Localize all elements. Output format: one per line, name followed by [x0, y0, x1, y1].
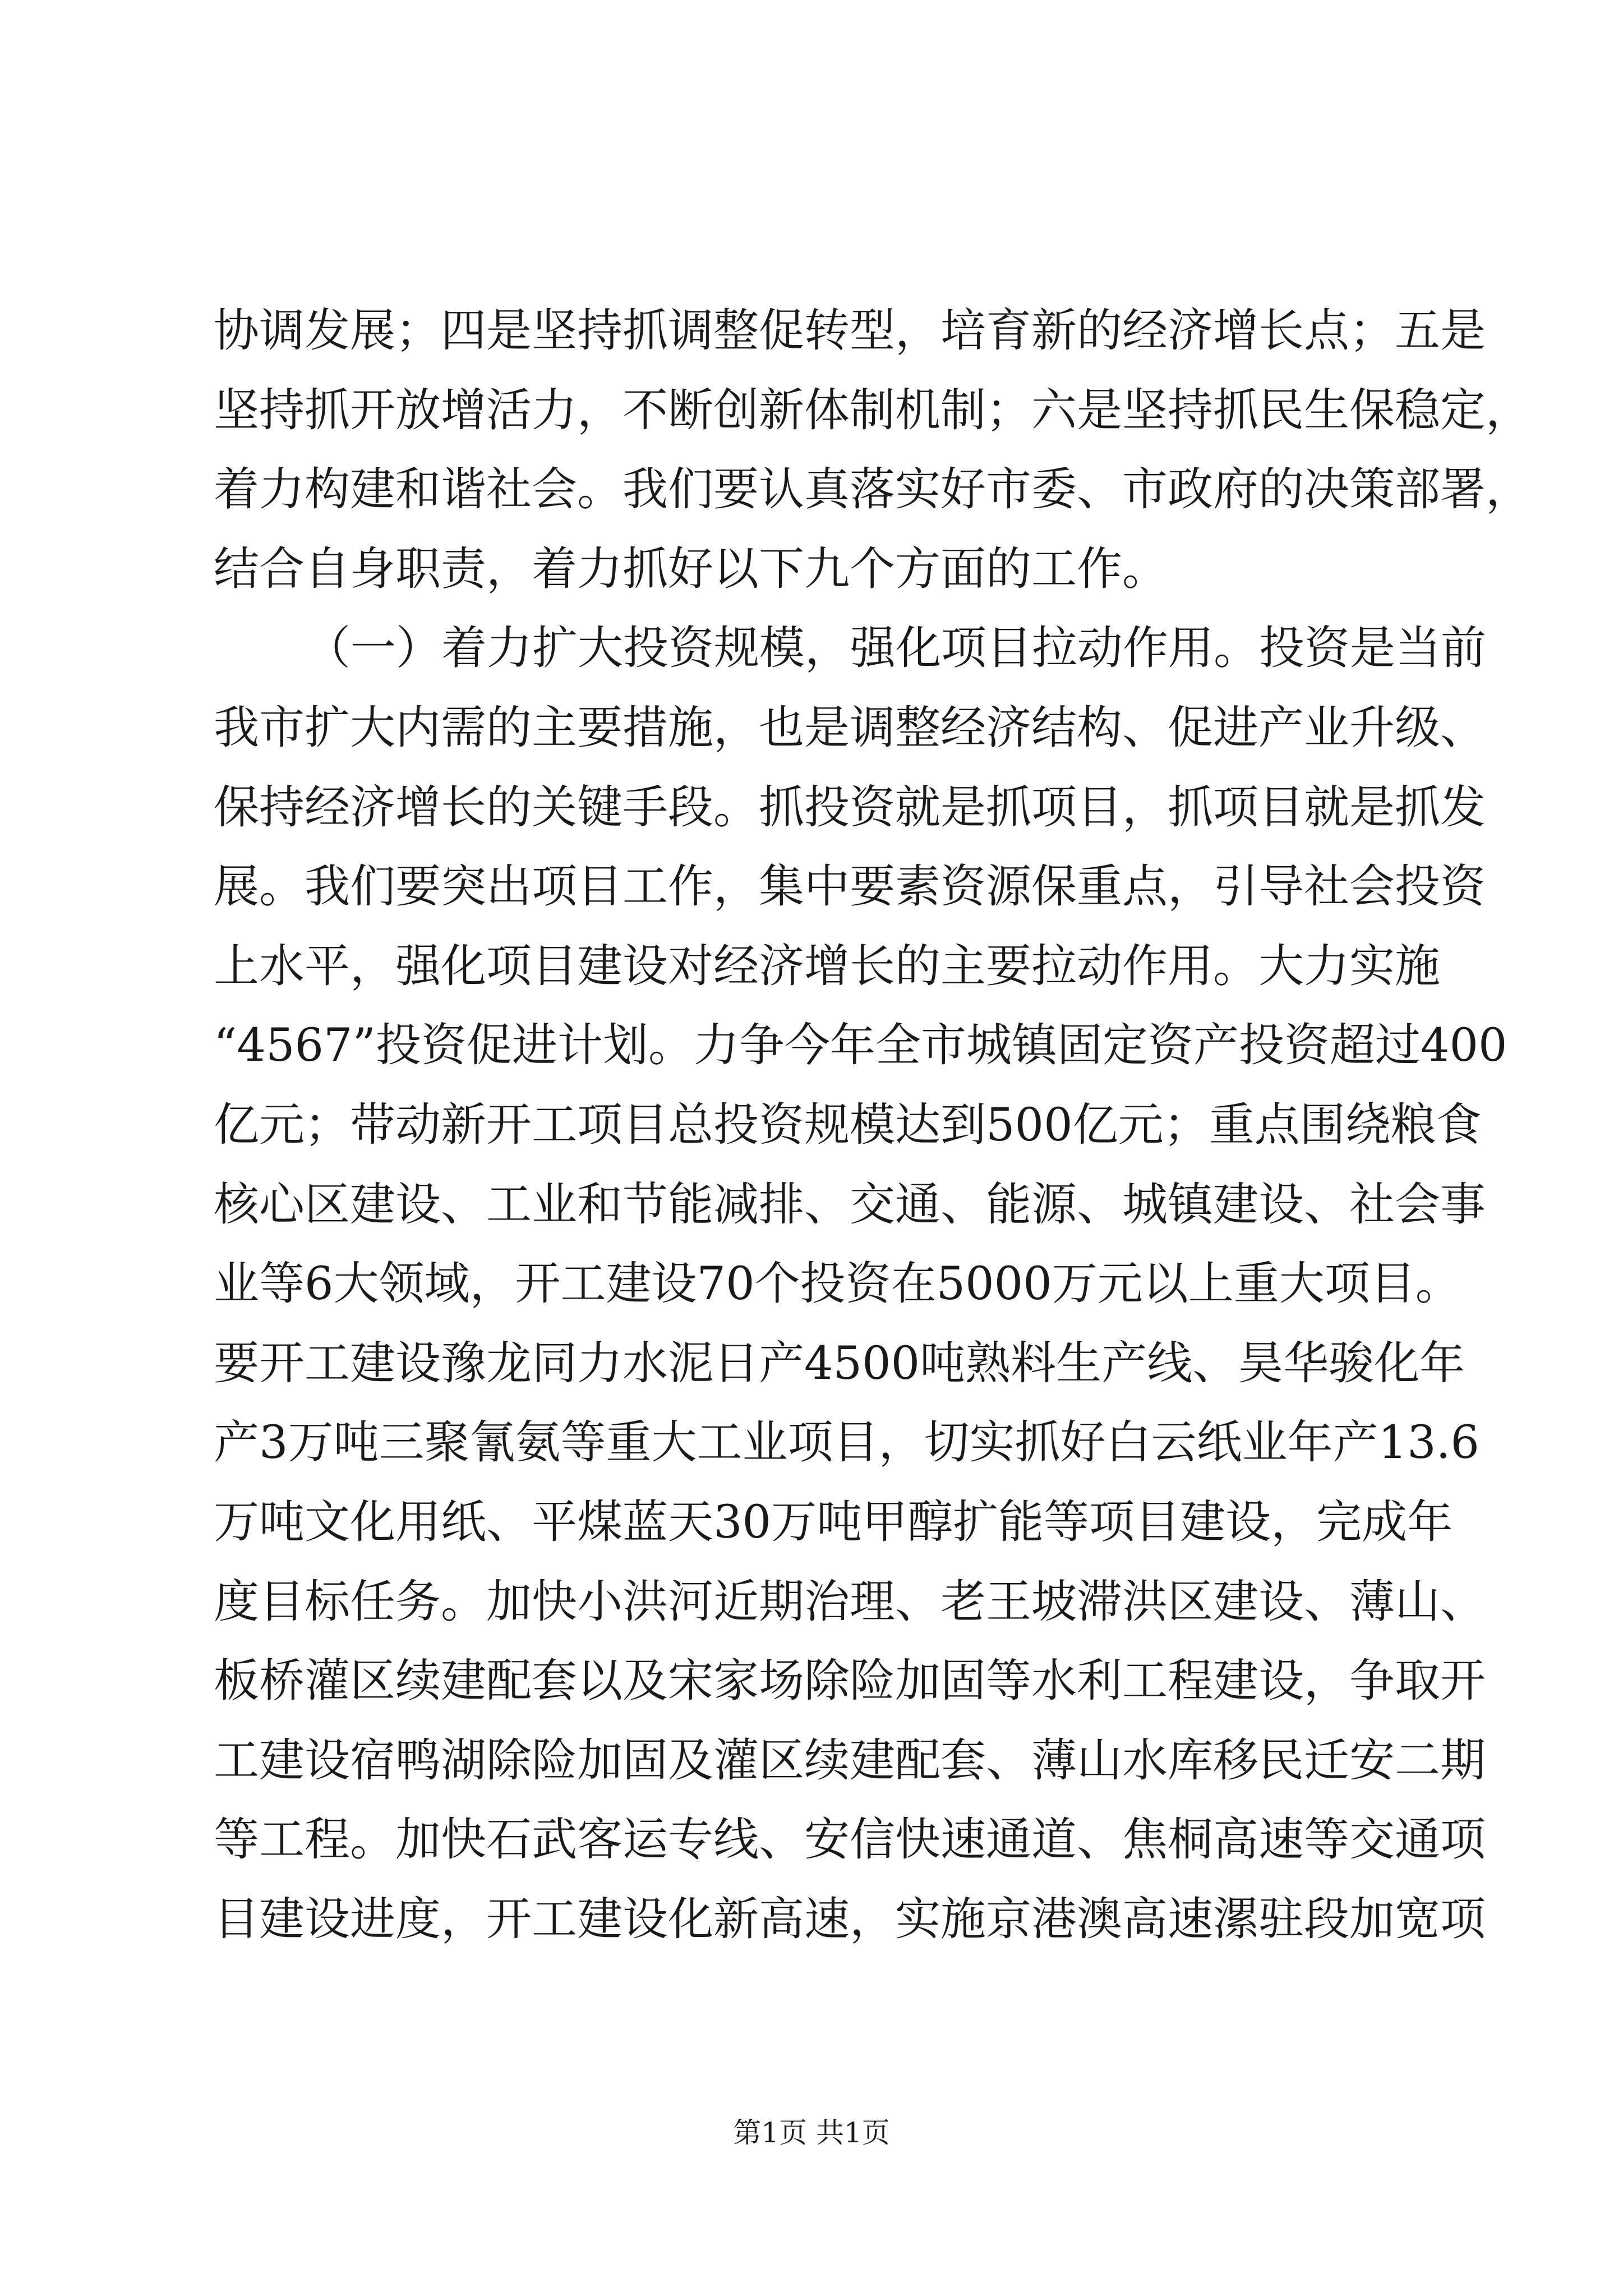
text-line: 坚持抓开放增活力，不断创新体制机制；六是坚持抓民生保稳定，	[214, 384, 1532, 437]
text-line: 协调发展；四是坚持抓调整促转型，培育新的经济增长点；五是	[214, 305, 1486, 357]
text-line: 着力构建和谐社会。我们要认真落实好市委、市政府的决策部署，	[214, 463, 1532, 516]
text-line: 万吨文化用纸、平煤蓝天30万吨甲醇扩能等项目建设，完成年	[214, 1496, 1453, 1549]
text-line: 度目标任务。加快小洪河近期治理、老王坡滞洪区建设、薄山、	[214, 1576, 1486, 1628]
page-number-footer: 第1页 共1页	[733, 2116, 890, 2149]
text-line: 板桥灌区续建配套以及宋家场除险加固等水利工程建设，争取开	[214, 1655, 1486, 1708]
text-line: 我市扩大内需的主要措施，也是调整经济结构、促进产业升级、	[214, 702, 1486, 754]
text-line: 结合自身职责，着力抓好以下九个方面的工作。	[214, 543, 1168, 596]
text-line: 核心区建设、工业和节能减排、交通、能源、城镇建设、社会事	[214, 1179, 1486, 1231]
text-line: 上水平，强化项目建设对经济增长的主要拉动作用。大力实施	[214, 940, 1441, 993]
text-line: 展。我们要突出项目工作，集中要素资源保重点，引导社会投资	[214, 861, 1486, 913]
text-line: 目建设进度，开工建设化新高速，实施京港澳高速漯驻段加宽项	[214, 1893, 1486, 1946]
text-line: 亿元；带动新开工项目总投资规模达到500亿元；重点围绕粮食	[214, 1099, 1482, 1152]
text-line: 产3万吨三聚氰氨等重大工业项目，切实抓好白云纸业年产13.6	[214, 1416, 1479, 1469]
text-line: 等工程。加快石武客运专线、安信快速通道、焦桐高速等交通项	[214, 1814, 1486, 1866]
text-line: 保持经济增长的关键手段。抓投资就是抓项目，抓项目就是抓发	[214, 781, 1486, 834]
text-line: 工建设宿鸭湖除险加固及灌区续建配套、薄山水库移民迁安二期	[214, 1734, 1486, 1787]
text-line: 要开工建设豫龙同力水泥日产4500吨熟料生产线、昊华骏化年	[214, 1337, 1465, 1390]
paragraph-first-line: （一）着力扩大投资规模，强化项目拉动作用。投资是当前	[305, 622, 1487, 675]
text-line: 业等6大领域，开工建设70个投资在5000万元以上重大项目。	[214, 1258, 1461, 1310]
text-line: “4567”投资促进计划。力争今年全市城镇固定资产投资超过400	[214, 1019, 1507, 1072]
